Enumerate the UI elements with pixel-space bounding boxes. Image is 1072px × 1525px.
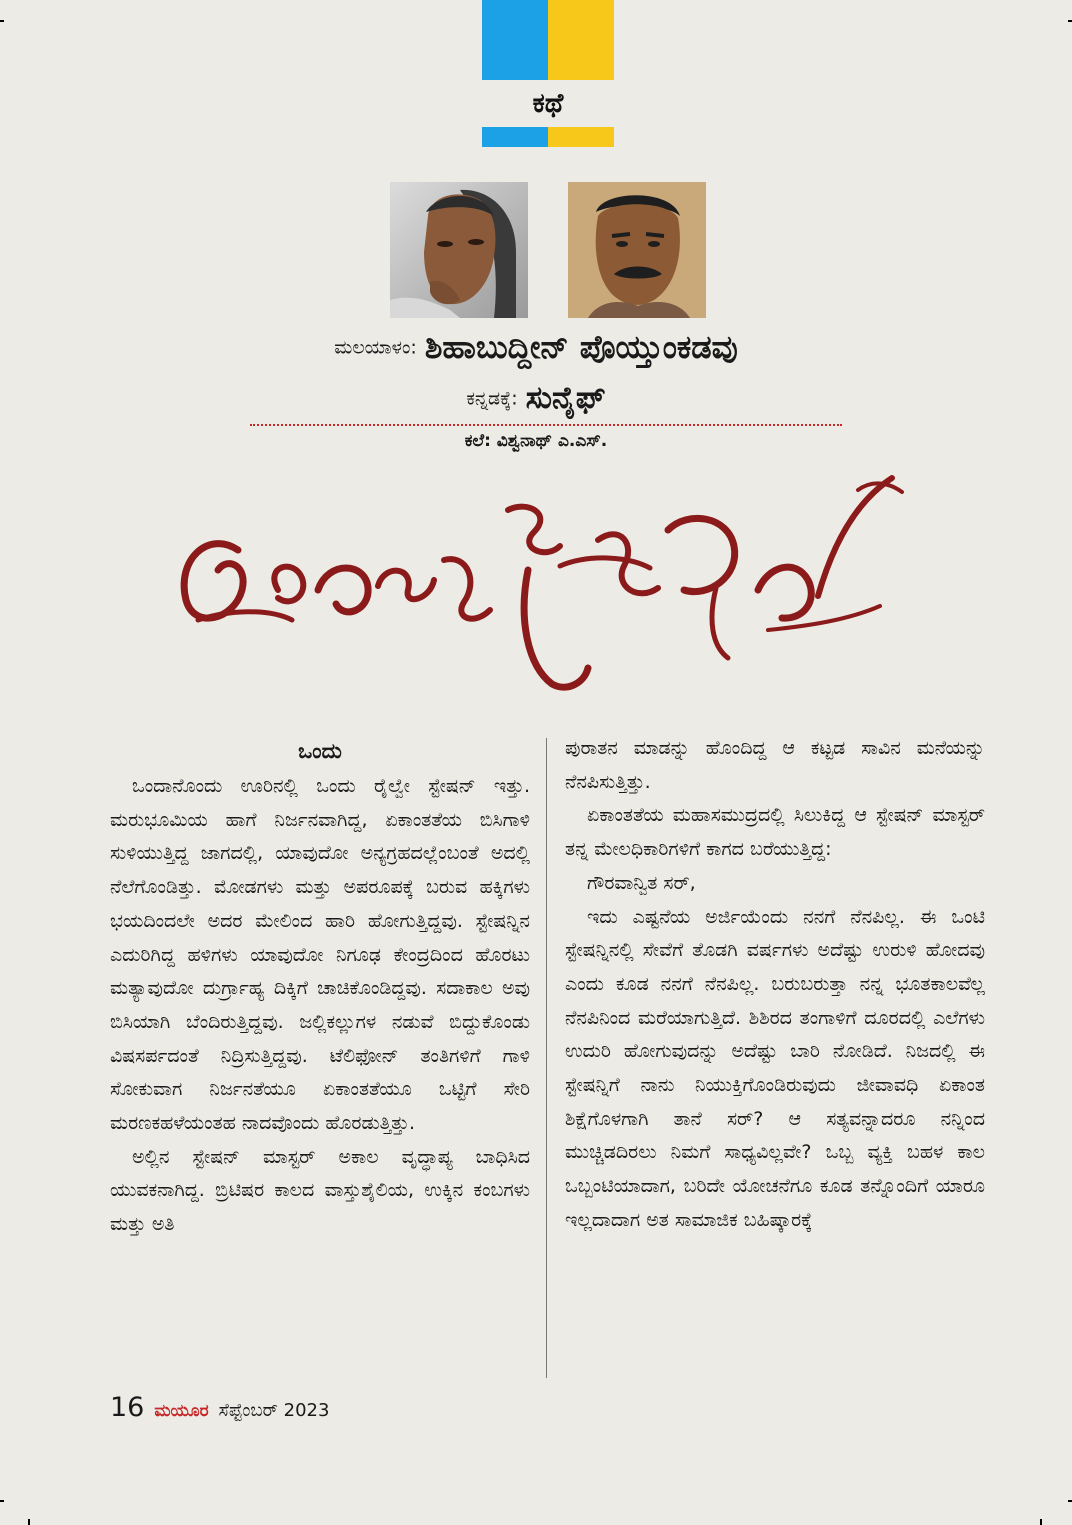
section-logo [482, 0, 614, 147]
page-number: 16 [110, 1392, 145, 1423]
logo-yellow-bar [548, 0, 614, 80]
column-divider [546, 738, 547, 1378]
article-column-left [110, 732, 530, 1242]
paragraph: ಅಲ್ಲಿನ ಸ್ಟೇಷನ್ ಮಾಸ್ಟರ್ ಅಕಾಲ ವೃದ್ಧಾಪ್ಯ ಬಾಧಿಸಿದ ಯುವಕನಾಗಿದ್ದ. ಬ್ರಿಟಿಷರ ಕಾಲದ ವಾಸ್ತುಶೈಲಿಯ, ಉಕ್ಕಿನ ಕಂಬಗಳು ಮತ್ತು ಅತಿ [110, 1145, 530, 1236]
author-photo [390, 182, 528, 318]
logo-color-bars-bottom [482, 127, 614, 147]
author-credit [0, 328, 1072, 367]
original-language-label: ಮಲಯಾಳಂ: [334, 336, 417, 359]
crop-mark-bl [0, 1500, 4, 1502]
issue-date: ಸೆಪ್ಟೆಂಬರ್ 2023 [218, 1400, 330, 1421]
logo-yellow-bar-bottom [548, 127, 614, 147]
translator-photo [568, 182, 706, 318]
crop-mark-bottom-right [1040, 1519, 1042, 1525]
magazine-name: ಮಯೂರ [154, 1401, 209, 1421]
crop-mark-bottom-left [28, 1519, 30, 1525]
crop-mark-tr [1068, 20, 1072, 22]
story-title-calligraphy [168, 470, 908, 715]
translator-credit [0, 380, 1072, 417]
dotted-divider [250, 424, 842, 426]
crop-mark-br [1068, 1500, 1072, 1502]
chapter-heading: ಒಂದು [298, 739, 342, 763]
paragraph: ಒಂದಾನೊಂದು ಊರಿನಲ್ಲಿ ಒಂದು ರೈಲ್ವೇ ಸ್ಟೇಷನ್ ಇತ್ತು. ಮರುಭೂಮಿಯ ಹಾಗೆ ನಿರ್ಜನವಾಗಿದ್ದ, ಏಕಾಂತತೆಯ ಬಿಸಿಗಾಳಿ ಸುಳಿಯುತ್ತಿದ್ದ ಜಾಗದಲ್ಲಿ, ಯಾವುದೋ ಅನ್ಯಗ್ರಹದಲ್ಲೆಂಬಂತೆ ಅದಲ್ಲಿ ನೆಲೆಗೊಂಡಿತ್ತು. ಮೋಡಗಳು ಮತ್ತು ಅಪರೂಪಕ್ಕೆ ಬರುವ ಹಕ್ಕಿಗಳು ಭಯದಿಂದಲೇ ಅದರ ಮೇಲಿಂದ ಹಾರಿ ಹೋಗುತ್ತಿದ್ದವು. ಸ್ಟೇಷನ್ನಿನ ಎದುರಿಗಿದ್ದ ಹಳಿಗಳು ಯಾವುದೋ ನಿಗೂಢ ಕೇಂದ್ರದಿಂದ ಹೊರಟು ಮತ್ಯಾವುದೋ ದುರ್ಗ್ರಾಹ್ಯ ದಿಕ್ಕಿಗೆ ಚಾಚಿಕೊಂಡಿದ್ದವು. ಸದಾಕಾಲ ಅವು ಬಿಸಿಯಾಗಿ ಬೆಂದಿರುತ್ತಿದ್ದವು. ಜಲ್ಲಿಕಲ್ಲುಗಳ ನಡುವೆ ಬಿದ್ದುಕೊಂಡು ವಿಷಸರ್ಪದಂತೆ ನಿದ್ರಿಸುತ್ತಿದ್ದವು. ಟೆಲಿಫೋನ್ ತಂತಿಗಳಿಗೆ ಗಾಳಿ ಸೋಕುವಾಗ ನಿರ್ಜನತೆಯೂ ಏಕಾಂತತೆಯೂ ಒಟ್ಟಿಗೆ ಸೇರಿ ಮರಣಕಹಳೆಯಂತಹ ನಾದವೊಂದು ಹೊರಡುತ್ತಿತ್ತು. [110, 775, 530, 1135]
logo-blue-bar-bottom [482, 127, 548, 147]
logo-color-bars-top [482, 0, 614, 80]
art-credit: ಕಲೆ: ವಿಶ್ವನಾಥ್ ಎ.ಎಸ್. [464, 431, 608, 451]
logo-blue-bar [482, 0, 548, 80]
crop-mark-tl [0, 20, 4, 22]
letter-salutation: ಗೌರವಾನ್ವಿತ ಸರ್, [587, 871, 696, 894]
author-name: ಶಿಹಾಬುದ್ದೀನ್ ಪೊಯ್ತುಂಕಡವು [424, 328, 738, 366]
article-column-right [565, 732, 985, 1238]
page-footer [110, 1392, 329, 1423]
paragraph: ಏಕಾಂತತೆಯ ಮಹಾಸಮುದ್ರದಲ್ಲಿ ಸಿಲುಕಿದ್ದ ಆ ಸ್ಟೇಷನ್ ಮಾಸ್ಟರ್ ತನ್ನ ಮೇಲಧಿಕಾರಿಗಳಿಗೆ ಕಾಗದ ಬರೆಯುತ್ತಿದ್ದ: [565, 804, 985, 861]
translator-name: ಸುನೈಫ್ [525, 380, 606, 416]
section-label: ಕಥೆ [532, 87, 564, 119]
paragraph: ಇದು ಎಷ್ಟನೆಯ ಅರ್ಜಿಯೆಂದು ನನಗೆ ನೆನಪಿಲ್ಲ. ಈ ಒಂಟಿ ಸ್ಟೇಷನ್ನಿನಲ್ಲಿ ಸೇವೆಗೆ ತೊಡಗಿ ವರ್ಷಗಳು ಅದೆಷ್ಟು ಉರುಳಿ ಹೋದವು ಎಂದು ಕೂಡ ನನಗೆ ನೆನಪಿಲ್ಲ. ಬರುಬರುತ್ತಾ ನನ್ನ ಭೂತಕಾಲವೆಲ್ಲ ನೆನಪಿನಿಂದ ಮರೆಯಾಗುತ್ತಿದೆ. ಶಿಶಿರದ ತಂಗಾಳಿಗೆ ದೂರದಲ್ಲಿ ಎಲೆಗಳು ಉದುರಿ ಹೋಗುವುದನ್ನು ಅದೆಷ್ಟು ಬಾರಿ ನೋಡಿದೆ. ನಿಜದಲ್ಲಿ ಈ ಸ್ಟೇಷನ್ನಿಗೆ ನಾನು ನಿಯುಕ್ತಿಗೊಂಡಿರುವುದು ಜೀವಾವಧಿ ಏಕಾಂತ ಶಿಕ್ಷೆಗೊಳಗಾಗಿ ತಾನೆ ಸರ್? ಆ ಸತ್ಯವನ್ನಾದರೂ ನನ್ನಿಂದ ಮುಚ್ಚಿಡದಿರಲು ನಿಮಗೆ ಸಾಧ್ಯವಿಲ್ಲವೇ? ಒಬ್ಬ ವ್ಯಕ್ತಿ ಬಹಳ ಕಾಲ ಒಬ್ಬಂಟಿಯಾದಾಗ, ಬರಿದೇ ಯೋಚನೆಗೂ ಕೂಡ ತನ್ನೊಂದಿಗೆ ಯಾರೂ ಇಲ್ಲದಾದಾಗ ಅತ ಸಾಮಾಜಿಕ ಬಹಿಷ್ಕಾರಕ್ಕೆ [565, 905, 985, 1231]
paragraph: ಪುರಾತನ ಮಾಡನ್ನು ಹೊಂದಿದ್ದ ಆ ಕಟ್ಟಡ ಸಾವಿನ ಮನೆಯನ್ನು ನೆನಪಿಸುತ್ತಿತ್ತು. [565, 737, 985, 793]
translation-label: ಕನ್ನಡಕ್ಕೆ: [466, 387, 518, 410]
